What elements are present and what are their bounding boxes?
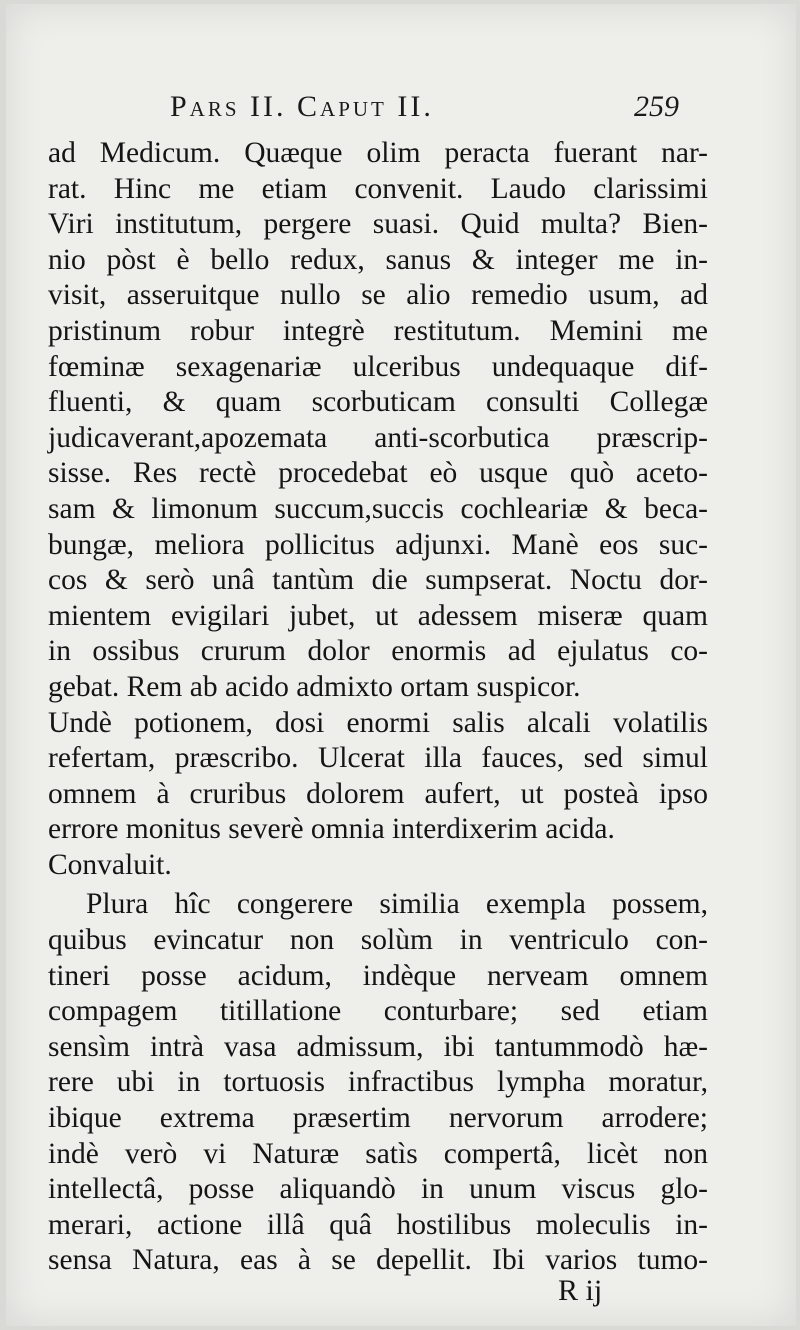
running-title: Pars II. Caput II. (170, 90, 434, 123)
text-line: quibus evincatur non solùm in ventriculo con- (48, 924, 708, 957)
text-line: visit, asseruitque nullo se alio remedio usum, ad (48, 279, 708, 312)
text-line: errore monitus severè omnia interdixerim acida. (48, 813, 615, 846)
book-page (6, 4, 796, 1326)
signature-mark: R ij (558, 1274, 603, 1307)
paragraph-1 (48, 136, 708, 883)
text-line: omnem à cruribus dolorem aufert, ut posteà ipso (48, 777, 708, 810)
body-text (48, 136, 708, 1279)
text-line: in ossibus crurum dolor enormis ad ejulatus co- (48, 635, 708, 668)
text-line: fœminæ sexagenariæ ulceribus undequaque dif- (48, 350, 708, 383)
text-line: compagem titillatione conturbare; sed etiam (48, 995, 708, 1028)
text-line: merari, actione illâ quâ hostilibus moleculis in- (48, 1208, 708, 1241)
text-line: Plura hîc congerere similia exempla possem, (86, 888, 708, 921)
text-line: rat. Hinc me etiam convenit. Laudo clarissimi (48, 172, 708, 205)
text-line: tineri posse acidum, indèque nerveam omnem (48, 959, 708, 992)
text-line: ad Medicum. Quæque olim peracta fuerant nar- (48, 137, 708, 169)
paragraph-2 (48, 887, 708, 1279)
text-line: sensìm intrà vasa admissum, ibi tantummodò hæ- (48, 1030, 708, 1063)
text-line: Viri institutum, pergere suasi. Quid multa? Bien- (48, 208, 708, 241)
running-header (6, 90, 796, 126)
text-line: bungæ, meliora pollicitus adjunxi. Manè eos suc- (48, 528, 708, 561)
text-line: sisse. Res rectè procedebat eò usque quò aceto- (48, 457, 708, 490)
text-line: sensa Natura, eas à se depellit. Ibi varios tumo- (48, 1244, 708, 1277)
text-line: sam & limonum succum,succis cochleariæ & beca- (48, 492, 708, 525)
text-line: intellectâ, posse aliquandò in unum viscus glo- (48, 1173, 708, 1206)
text-line: gebat. Rem ab acido admixto ortam suspicor. (48, 670, 581, 703)
text-line: judicaverant,apozemata anti-scorbutica præscrip- (48, 421, 708, 454)
page-number: 259 (634, 90, 679, 123)
text-line: rere ubi in tortuosis infractibus lympha moratur, (48, 1066, 708, 1099)
text-line: ibique extrema præsertim nervorum arrodere; (48, 1102, 708, 1135)
text-line: pristinum robur integrè restitutum. Memini me (48, 314, 708, 347)
text-line: Convaluit. (48, 848, 172, 881)
text-line: mientem evigilari jubet, ut adessem miseræ quam (48, 599, 708, 632)
text-line: cos & serò unâ tantùm die sumpserat. Noctu dor- (48, 564, 708, 597)
text-line: nio pòst è bello redux, sanus & integer me in- (48, 243, 708, 276)
text-line: Undè potionem, dosi enormi salis alcali volatilis (48, 706, 708, 739)
text-line: indè verò vi Naturæ satìs compertâ, licèt non (48, 1137, 708, 1170)
text-line: refertam, præscribo. Ulcerat illa fauces, sed simul (48, 742, 708, 775)
text-line: fluenti, & quam scorbuticam consulti Collegæ (48, 386, 708, 419)
